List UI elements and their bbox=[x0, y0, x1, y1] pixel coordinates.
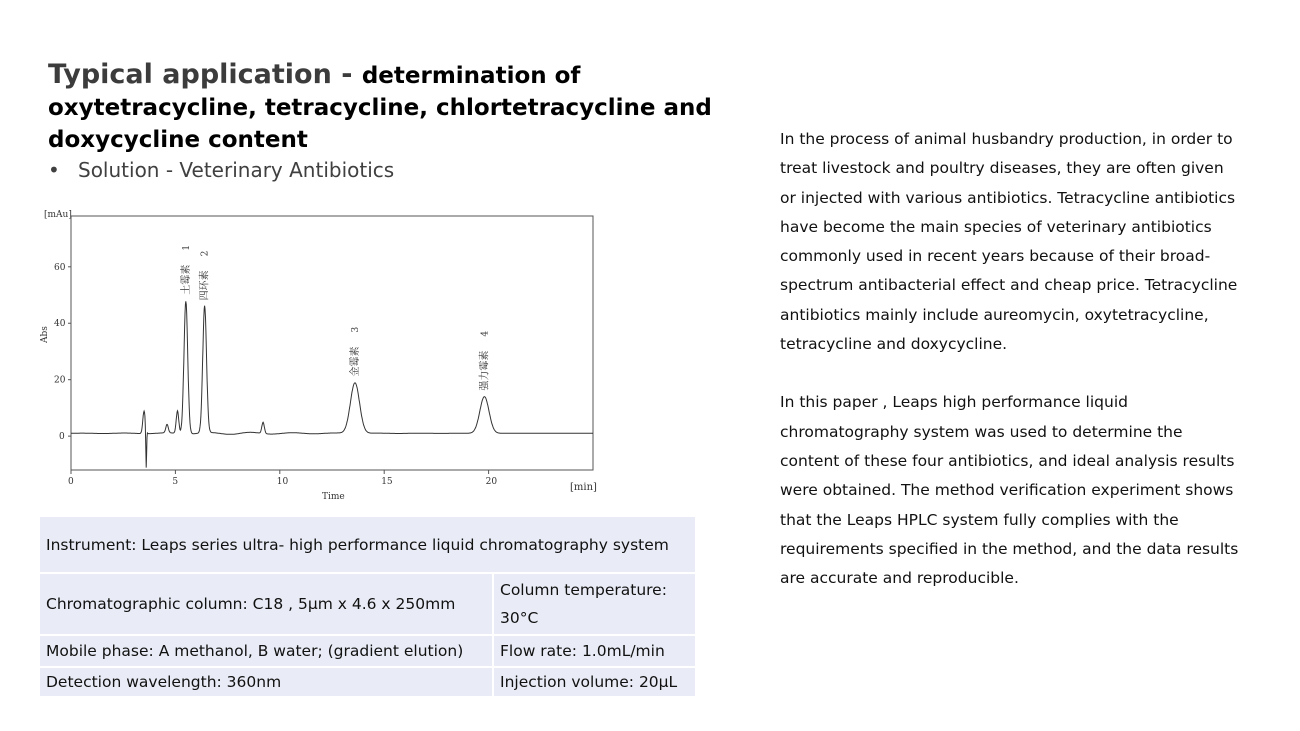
peak-label: 四环素 bbox=[199, 270, 211, 301]
peak-number: 2 bbox=[200, 250, 211, 257]
description bbox=[780, 125, 1240, 622]
y-tick-label: 40 bbox=[54, 319, 66, 330]
x-tick-label: 0 bbox=[68, 477, 74, 487]
title-lead: Typical application - bbox=[48, 59, 362, 90]
x-axis-label: Time bbox=[322, 492, 345, 500]
injection-cell: Injection volume: 20μL bbox=[493, 667, 696, 697]
peak-label: 金霉素 bbox=[349, 346, 361, 377]
column-temp-cell: Column temperature: 30°C bbox=[493, 573, 696, 635]
peak-number: 1 bbox=[181, 244, 192, 251]
mobile-phase-cell: Mobile phase: A methanol, B water; (gradient elution) bbox=[39, 635, 493, 667]
table-row bbox=[39, 667, 696, 697]
instrument-cell: Instrument: Leaps series ultra- high performance liquid chromatography system bbox=[39, 516, 696, 573]
column-cell: Chromatographic column: C18 , 5μm x 4.6 x 250mm bbox=[39, 573, 493, 635]
table-row bbox=[39, 516, 696, 573]
peak-number: 3 bbox=[350, 326, 361, 333]
x-tick-label: 10 bbox=[276, 477, 289, 487]
description-paragraph-2: In this paper , Leaps high performance liquid chromatography system was used to determine the content of these four antibiotics, and ideal analysis results were obtained. The method verification experiment shows that the Leaps HPLC system fully complies with the requirements specified in the method, and the data results are accurate and reproducible. bbox=[780, 393, 1239, 588]
chromatogram bbox=[30, 200, 610, 500]
table-row bbox=[39, 573, 696, 635]
flow-rate-cell: Flow rate: 1.0mL/min bbox=[493, 635, 696, 667]
peak-label: 强力霉素 bbox=[479, 350, 491, 391]
bullet-text: Solution - Veterinary Antibiotics bbox=[78, 158, 395, 182]
wavelength-cell: Detection wavelength: 360nm bbox=[39, 667, 493, 697]
y-tick-label: 20 bbox=[54, 375, 66, 386]
bullet-marker: • bbox=[48, 158, 60, 182]
method-table bbox=[38, 515, 697, 698]
y-axis-label: Abs bbox=[40, 326, 50, 343]
x-tick-label: 5 bbox=[172, 477, 179, 487]
y-tick-label: 0 bbox=[59, 432, 65, 443]
x-tick-label: 15 bbox=[381, 477, 393, 487]
solution-bullet bbox=[48, 158, 394, 182]
slide-title bbox=[48, 60, 768, 157]
plot-frame bbox=[71, 216, 593, 470]
table-row bbox=[39, 635, 696, 667]
title-rest: determination of oxytetracycline, tetracycline, chlortetracycline and doxycycline content bbox=[48, 63, 712, 153]
peak-label: 土霉素 bbox=[180, 264, 192, 295]
chromatogram-trace bbox=[71, 301, 593, 467]
x-tick-label: 20 bbox=[485, 477, 498, 487]
x-unit-label: [min] bbox=[570, 482, 597, 493]
y-unit-label: [mAu] bbox=[44, 210, 72, 220]
y-tick-label: 60 bbox=[54, 262, 66, 273]
description-paragraph-1: In the process of animal husbandry production, in order to treat livestock and poultry diseases, they are often given or injected with various antibiotics. Tetracycline antibiotics have become the main species of veterinary antibiotics commonly used in recent years because of their broad-spectrum antibacterial effect and cheap price. Tetracycline antibiotics mainly include aureomycin, oxytetracycline, tetracycline and doxycycline. bbox=[780, 130, 1238, 354]
peak-number: 4 bbox=[480, 330, 491, 337]
